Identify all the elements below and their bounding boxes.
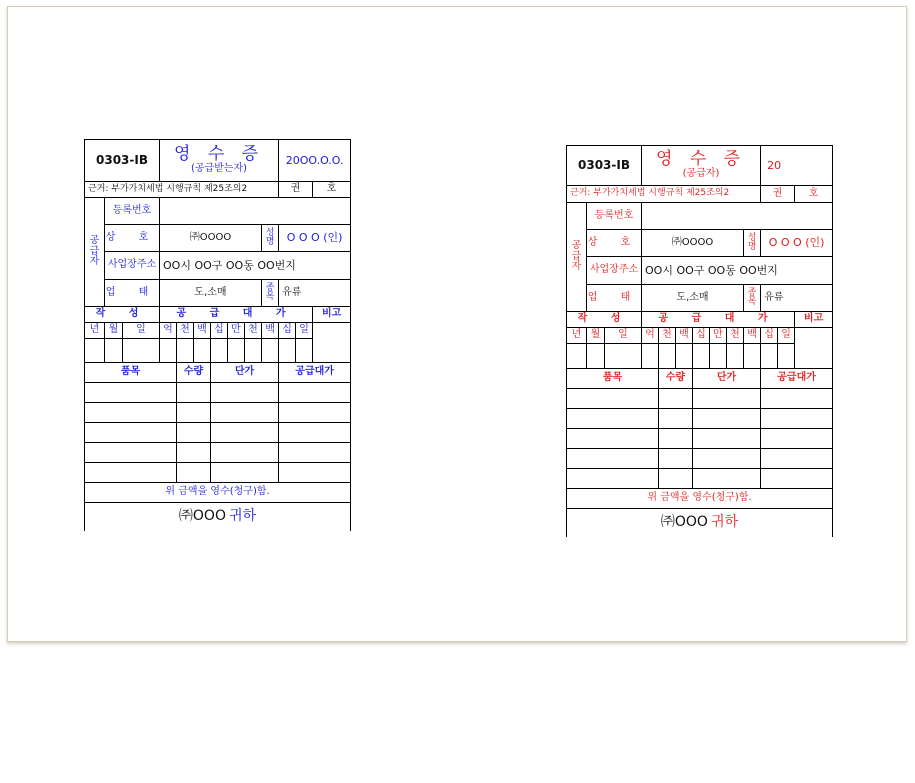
- table-row: [85, 403, 351, 423]
- remarks-header: 비고: [313, 307, 351, 323]
- date-col-day: 일: [605, 328, 642, 344]
- table-row: [567, 429, 833, 449]
- company-label: 상 호: [587, 230, 642, 257]
- amount-col: 만: [228, 323, 245, 339]
- amount-col: 천: [659, 328, 676, 344]
- amount-col: 십: [693, 328, 710, 344]
- written-date-header: 작 성: [567, 312, 642, 328]
- issue-date: 20: [761, 146, 833, 186]
- amount-col: 천: [177, 323, 194, 339]
- reg-no-value: [642, 203, 833, 230]
- item-type-value: 유류: [279, 280, 351, 307]
- table-row: [85, 443, 351, 463]
- remarks-cell: [313, 323, 351, 363]
- company-value: ㈜OOOO: [642, 230, 744, 257]
- business-label: 업 태: [587, 285, 642, 312]
- reg-no-label: 등록번호: [105, 198, 160, 225]
- addressee: [567, 509, 833, 537]
- amount-col: 백: [262, 323, 279, 339]
- table-row: [85, 423, 351, 443]
- table-row: [85, 463, 351, 483]
- addressee-name: ㈜OOO: [660, 514, 708, 531]
- date-col-year: 년: [567, 328, 587, 344]
- item-type-label: 종목: [262, 280, 279, 307]
- amount-col: 억: [160, 323, 177, 339]
- amount-col: 천: [245, 323, 262, 339]
- amount-col: 백: [676, 328, 693, 344]
- amount-col: 백: [744, 328, 761, 344]
- business-value: 도,소매: [160, 280, 262, 307]
- table-row: [85, 383, 351, 403]
- item-header-unit-price: 단가: [211, 363, 279, 383]
- address-value: OO시 OO구 OO동 OO번지: [642, 257, 833, 285]
- amount-col: 일: [778, 328, 795, 344]
- table-row: [567, 469, 833, 489]
- amount-col: 억: [642, 328, 659, 344]
- date-col-day: 일: [123, 323, 160, 339]
- amount-col: 십: [279, 323, 296, 339]
- receipt-supplier-copy: [566, 145, 833, 537]
- remarks-header: 비고: [795, 312, 833, 328]
- addressee-suffix: 귀하: [229, 508, 257, 525]
- supplier-label: 공급자: [567, 203, 587, 312]
- name-value: O O O (인): [279, 225, 351, 252]
- address-label: 사업장주소: [105, 252, 160, 280]
- receipt-subtitle: (공급받는자): [190, 163, 248, 175]
- receipt-statement: 위 금액을 영수(청구)함.: [85, 483, 351, 503]
- name-label: 성명: [744, 230, 761, 257]
- receipt-subtitle: (공급자): [682, 168, 720, 180]
- item-header-supply-price: 공급대가: [279, 363, 351, 383]
- supply-price-header: 공 급 대 가: [160, 307, 313, 323]
- written-date-header: 작 성: [85, 307, 160, 323]
- reg-no-label: 등록번호: [587, 203, 642, 230]
- number-label: 호: [795, 186, 833, 203]
- business-value: 도,소매: [642, 285, 744, 312]
- item-header-name: 품목: [85, 363, 177, 383]
- amount-col: 십: [211, 323, 228, 339]
- table-row: [567, 389, 833, 409]
- amount-col: 백: [194, 323, 211, 339]
- number-label: 호: [313, 182, 351, 198]
- supplier-label: 공급자: [85, 198, 105, 307]
- date-col-month: 월: [105, 323, 123, 339]
- item-type-value: 유류: [761, 285, 833, 312]
- name-value: O O O (인): [761, 230, 833, 257]
- company-label: 상 호: [105, 225, 160, 252]
- table-row: [567, 449, 833, 469]
- amount-col: 십: [761, 328, 778, 344]
- addressee-name: ㈜OOO: [178, 508, 226, 525]
- address-value: OO시 OO구 OO동 OO번지: [160, 252, 351, 280]
- item-header-unit-price: 단가: [693, 369, 761, 389]
- receipt-title: 영 수 증: [174, 144, 265, 165]
- addressee: [85, 503, 351, 531]
- form-code: 0303-IB: [85, 140, 160, 182]
- amount-entry-row: [85, 339, 351, 363]
- amount-col: 일: [296, 323, 313, 339]
- form-code: 0303-IB: [567, 146, 642, 186]
- item-header-qty: 수량: [659, 369, 693, 389]
- addressee-suffix: 귀하: [711, 514, 739, 531]
- business-label: 업 태: [105, 280, 160, 307]
- issue-date: 20OO.O.O.: [279, 140, 351, 182]
- name-label: 성명: [262, 225, 279, 252]
- legal-basis: 근거: 부가가치세법 시행규칙 제25조의2: [85, 182, 279, 198]
- volume-label: 권: [279, 182, 313, 198]
- volume-label: 권: [761, 186, 795, 203]
- item-header-qty: 수량: [177, 363, 211, 383]
- receipt-receiver-copy: [84, 139, 351, 531]
- item-type-label: 종목: [744, 285, 761, 312]
- receipt-statement: 위 금액을 영수(청구)함.: [567, 489, 833, 509]
- date-col-month: 월: [587, 328, 605, 344]
- company-value: ㈜OOOO: [160, 225, 262, 252]
- address-label: 사업장주소: [587, 257, 642, 285]
- amount-entry-row: [567, 344, 833, 369]
- date-col-year: 년: [85, 323, 105, 339]
- supply-price-header: 공 급 대 가: [642, 312, 795, 328]
- table-row: [567, 409, 833, 429]
- amount-col: 만: [710, 328, 727, 344]
- receipt-title-cell: [642, 146, 761, 186]
- reg-no-value: [160, 198, 351, 225]
- remarks-cell: [795, 328, 833, 369]
- receipt-title: 영 수 증: [656, 149, 747, 170]
- receipt-title-cell: [160, 140, 279, 182]
- legal-basis: 근거: 부가가치세법 시행규칙 제25조의2: [567, 186, 761, 203]
- amount-col: 천: [727, 328, 744, 344]
- item-header-name: 품목: [567, 369, 659, 389]
- item-header-supply-price: 공급대가: [761, 369, 833, 389]
